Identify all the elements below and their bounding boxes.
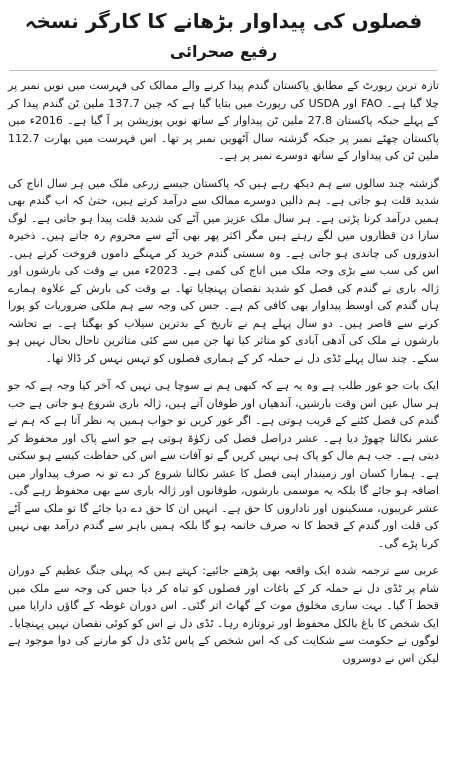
article-body (8, 77, 439, 667)
paragraph: عربی سے ترجمہ شدہ ایک واقعہ بھی پڑھتے جائیے: کہتے ہیں کہ پہلی جنگ عظیم کے دوران شام پر ٹڈی دل نے حملہ کر کے باغات اور فصلوں کو تباہ کر دیا جس کی وجہ سے ملک میں قحط آ گیا۔ بہت ساری مخلوق موت کے گھاٹ اتر گئی۔ اس دوران غوطہ کے گاؤں دارایا میں ایک شخص کا باغ بالکل محفوظ اور تروتازہ رہا۔ ٹڈی دل نے اس کو کوئی نقصان نہیں پہنچایا۔ لوگوں نے حکومت سے شکایت کی کہ اس شخص کے پاس ٹڈی دل کو مارنے کی دوا موجود ہے لیکن اس نے دوسروں (8, 564, 439, 665)
divider (10, 70, 437, 71)
paragraph: گزشتہ چند سالوں سے ہم دیکھ رہے ہیں کہ پاکستان جیسے زرعی ملک میں ہر سال اناج کی شدید قلت ہو جاتی ہے۔ ہم دالیں دوسرے ممالک سے درآمد کرتے ہیں، حتیٰ کہ اب گندم بھی ہمیں درآمد کرنا پڑتی ہے۔ ہر سال ملک عزیز میں آٹے کی شدید قلت پیدا ہو جاتی ہے۔ لوگ سارا دن قطاروں میں لگے رہتے ہیں مگر اکثر پھر بھی آٹے سے محروم رہ جاتے ہیں۔ ذخیرہ اندوزوں کی چاندی ہو جاتی ہے۔ وہ سستی گندم خرید کر مہنگے داموں فروخت کرتے ہیں۔ اس کی سب سے بڑی وجہ ملک میں اناج کی کمی ہے۔ 2023ء میں بے وقت کی بارشوں اور ژالہ باری نے گندم کی فصل کو شدید نقصان پہنچایا تھا۔ بے وقت کی بارش کے علاوہ ہمارے ہاں گندم کی اوسط پیداوار بھی کافی کم ہے۔ جس کی وجہ سے ہم ملکی ضروریات کو پورا کرنے سے قاصر ہیں۔ دو سال پہلے ہم نے تاریخ کے بدترین سیلاب کو بھگتا ہے۔ بے تحاشہ بارشوں نے ملک کی آدھی آبادی کو متاثر کیا تھا جن میں سے کئی متاثرین تاحال بحال نہیں ہو سکے۔ چند سال پہلے ٹڈی دل نے حملہ کر کے ہماری فصلوں کو تہس نہس کر ڈالا تھا۔ (8, 176, 440, 365)
paragraph: ایک بات جو غور طلب ہے وہ یہ ہے کہ کبھی ہم نے سوچا ہی نہیں کہ آخر کیا وجہ ہے کہ جو ہر سال عین اس وقت بارشیں، آندھیاں اور طوفان آتے ہیں، ژالہ باری شروع ہو جاتی ہے جب گندم کی فصل کٹنے کے قریب ہوتی ہے۔ اگر غور کریں تو جواب ہمیں یہ نظر آتا ہے کہ ہم نے عشر نکالنا چھوڑ دیا ہے۔ عشر دراصل فصل کی زکوٰۃ ہوتی ہے جو اسے پاک اور محفوظ کر دیتی ہے۔ جب ہم مال کو پاک ہی نہیں کریں گے تو آفات سے اس کی حفاظت کیسے ہو سکتی ہے۔ ہمارا کسان اور زمیندار اپنی فصل کا عشر نکالنا شروع کر دے تو نہ صرف پیداوار میں اضافہ ہو جائے گا بلکہ یہ موسمی بارشوں، طوفانوں اور ژالہ باری سے بھی محفوظ رہے گی۔ عشر غریبوں، مسکینوں اور ناداروں کا حق ہے۔ انہیں ان کا حق دے دیا جائے گا تو ملک سے آٹے کی قلت اور گندم کے قحط کا نہ صرف خاتمہ ہو گا بلکہ ہمیں باہر سے گندم درآمد بھی نہیں کرنا پڑے گی۔ (8, 379, 439, 550)
paragraph: تازہ ترین رپورٹ کے مطابق پاکستان گندم پیدا کرنے والے ممالک کی فہرست میں نویں نمبر پر چلا گیا ہے۔ FAO اور USDA کی رپورٹ میں بتایا گیا ہے کہ چین 137.7 ملین ٹن گندم پیدا کر کے پہلے جبکہ پاکستان 27.8 ملین ٹن پیداوار کے ساتھ نویں پوزیشن پر آ گیا ہے۔ 2016ء میں پاکستان چھٹے نمبر پر جبکہ گزشتہ سال آٹھویں نمبر پر تھا۔ اس فہرست میں بھارت 112.7 ملین ٹن کی پیداوار کے ساتھ دوسرے نمبر پر ہے۔ (8, 79, 439, 162)
article-headline: فصلوں کی پیداوار بڑھانے کا کارگر نسخہ (24, 9, 423, 33)
article-byline: رفیع صحرائی (169, 42, 278, 61)
